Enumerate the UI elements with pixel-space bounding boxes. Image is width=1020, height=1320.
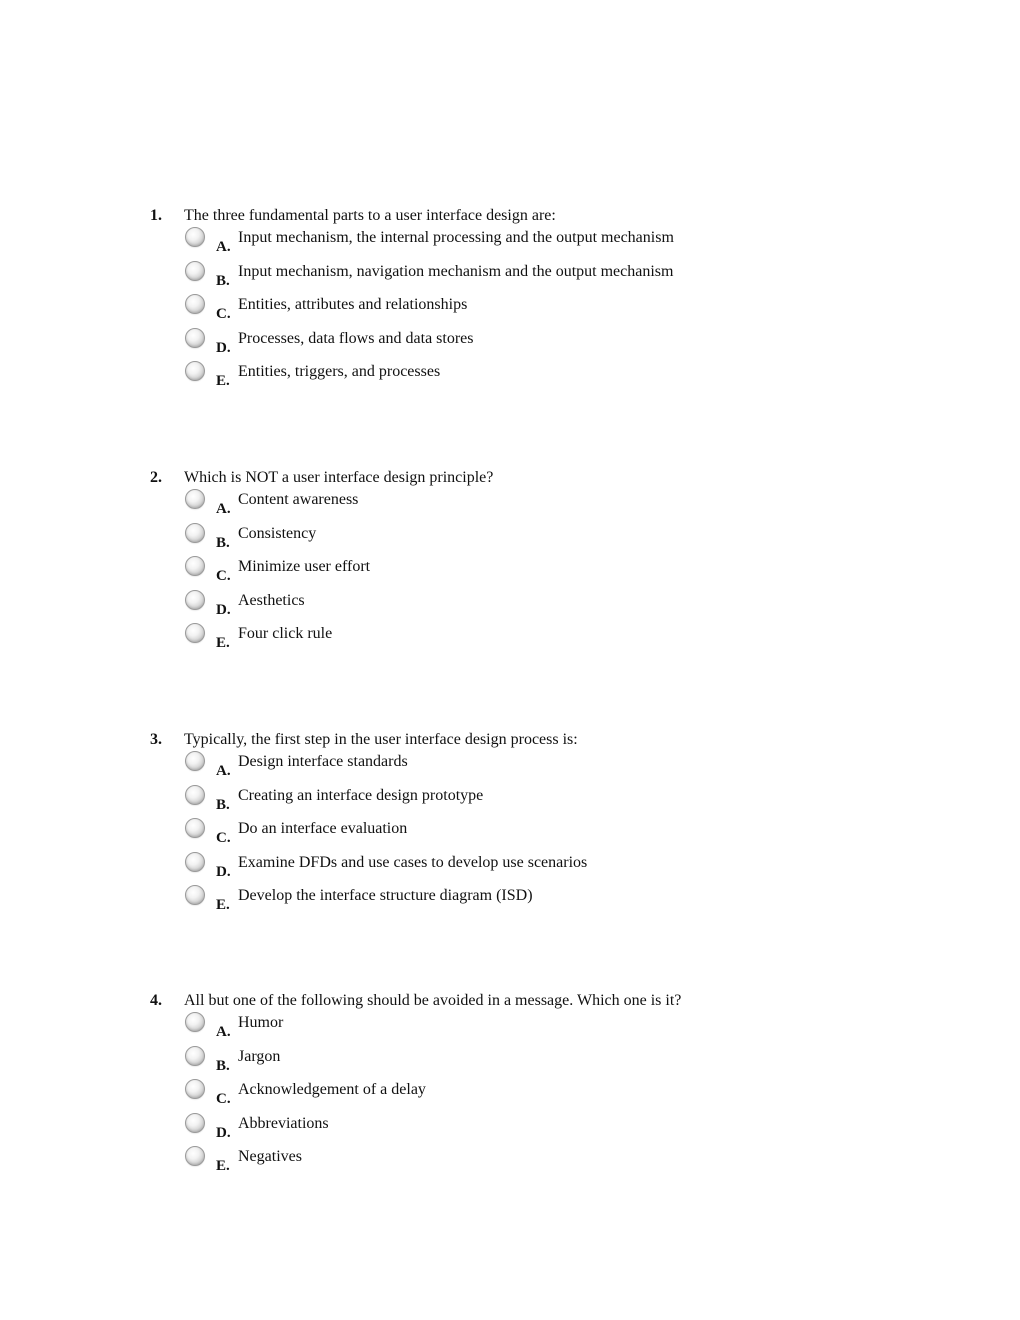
option-letter: E. [216,635,230,651]
question-number: 3. [150,731,162,748]
option-text: Do an interface evaluation [238,820,408,837]
radio-button-icon[interactable] [185,328,205,348]
option-c[interactable] [150,295,850,329]
radio-button-icon[interactable] [185,556,205,576]
question-header [150,726,850,752]
option-e[interactable] [150,1147,850,1181]
option-letter: A. [216,501,231,517]
option-letter: D. [216,339,231,356]
option-d[interactable] [150,853,850,887]
option-text: Design interface standards [238,753,408,770]
option-a[interactable] [150,490,850,524]
option-letter: E. [216,897,230,913]
question-number: 4. [150,992,162,1009]
option-c[interactable] [150,557,850,591]
option-text: Entities, triggers, and processes [238,363,441,380]
radio-button-icon[interactable] [185,361,205,381]
radio-button-icon[interactable] [185,751,205,771]
option-text: Input mechanism, the internal processing and the output mechanism [238,229,674,246]
option-letter: D. [216,601,231,618]
option-letter: E. [216,373,230,389]
option-text: Entities, attributes and relationships [238,296,468,313]
option-text: Examine DFDs and use cases to develop use scenarios [238,853,588,871]
option-letter: B. [216,534,230,551]
option-text: Negatives [238,1148,302,1165]
option-d[interactable] [150,1114,850,1148]
option-letter: B. [216,796,230,813]
question-3 [150,726,850,920]
question-number: 1. [150,207,162,224]
option-text: Content awareness [238,491,359,508]
option-letter: C. [216,306,231,322]
question-header [150,464,850,490]
question-number: 2. [150,469,162,486]
radio-button-icon[interactable] [185,1046,205,1066]
option-b[interactable] [150,524,850,558]
radio-button-icon[interactable] [185,885,205,905]
question-text: All but one of the following should be avoided in a message. Which one is it? [184,992,682,1009]
option-text: Consistency [238,524,317,542]
radio-button-icon[interactable] [185,852,205,872]
option-e[interactable] [150,624,850,658]
option-e[interactable] [150,362,850,396]
option-text: Four click rule [238,625,333,642]
question-text: Typically, the first step in the user interface design process is: [184,731,578,748]
option-letter: E. [216,1158,230,1174]
option-letter: C. [216,1091,231,1107]
option-d[interactable] [150,591,850,625]
question-text: Which is NOT a user interface design principle? [184,469,494,486]
option-text: Develop the interface structure diagram (ISD) [238,887,533,904]
option-text: Creating an interface design prototype [238,786,484,804]
question-header [150,987,850,1013]
option-text: Aesthetics [238,591,305,609]
option-letter: C. [216,830,231,846]
option-text: Humor [238,1014,284,1031]
option-a[interactable] [150,752,850,786]
option-text: Input mechanism, navigation mechanism and the output mechanism [238,262,674,280]
question-4 [150,987,850,1181]
question-text: The three fundamental parts to a user interface design are: [184,207,556,224]
option-letter: A. [216,1024,231,1040]
option-letter: A. [216,763,231,779]
radio-button-icon[interactable] [185,1079,205,1099]
option-b[interactable] [150,1047,850,1081]
radio-button-icon[interactable] [185,785,205,805]
radio-button-icon[interactable] [185,523,205,543]
radio-button-icon[interactable] [185,227,205,247]
option-letter: B. [216,1057,230,1074]
radio-button-icon[interactable] [185,294,205,314]
option-letter: D. [216,863,231,880]
option-a[interactable] [150,1013,850,1047]
radio-button-icon[interactable] [185,1146,205,1166]
radio-button-icon[interactable] [185,818,205,838]
option-b[interactable] [150,262,850,296]
option-d[interactable] [150,329,850,363]
radio-button-icon[interactable] [185,261,205,281]
option-text: Acknowledgement of a delay [238,1081,426,1098]
option-letter: B. [216,272,230,289]
option-c[interactable] [150,819,850,853]
option-text: Processes, data flows and data stores [238,329,474,347]
option-b[interactable] [150,786,850,820]
option-letter: D. [216,1124,231,1141]
question-header [150,202,850,228]
option-text: Abbreviations [238,1114,329,1132]
question-2 [150,464,850,658]
option-letter: A. [216,239,231,255]
option-text: Minimize user effort [238,558,371,575]
radio-button-icon[interactable] [185,590,205,610]
option-letter: C. [216,568,231,584]
option-a[interactable] [150,228,850,262]
radio-button-icon[interactable] [185,1012,205,1032]
radio-button-icon[interactable] [185,1113,205,1133]
option-text: Jargon [238,1047,281,1065]
radio-button-icon[interactable] [185,489,205,509]
option-c[interactable] [150,1080,850,1114]
question-1 [150,202,850,396]
option-e[interactable] [150,886,850,920]
radio-button-icon[interactable] [185,623,205,643]
